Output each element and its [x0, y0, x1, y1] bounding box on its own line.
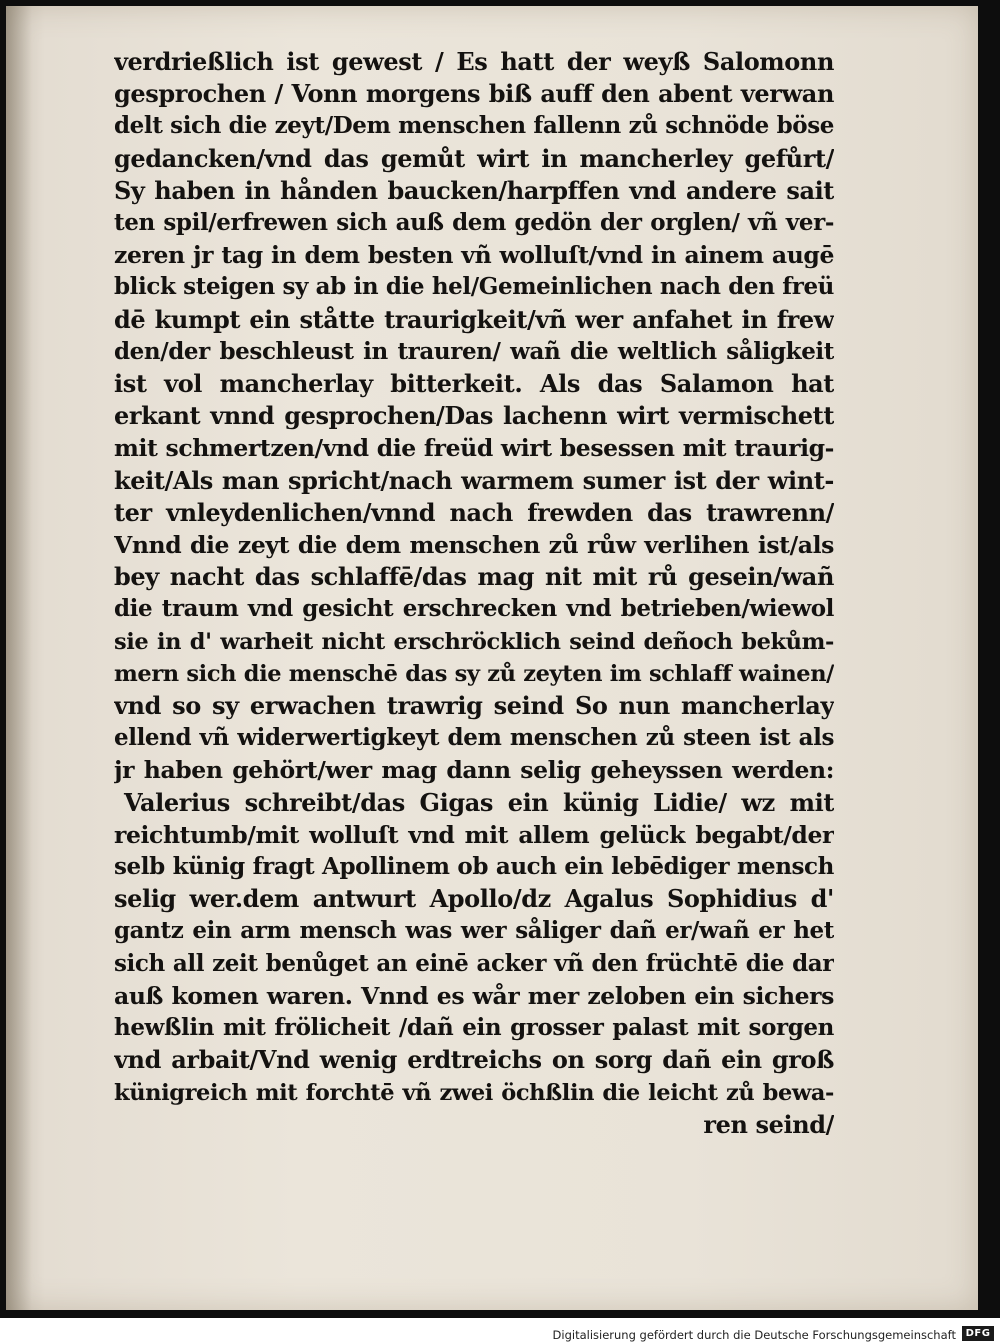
text-line: ten spil/erfrewen sich auß dem gedön der orglen/ vñ ver- — [114, 209, 834, 237]
text-line: blick steigen sy ab in die hel/Gemeinlichen nach den freü — [114, 273, 834, 301]
text-line: den/der beschleust in trauren/ wañ die weltlich såligkeit — [114, 337, 834, 365]
text-line: vnd arbait/Vnd wenig erdtreichs on sorg dañ ein groß — [114, 1045, 834, 1075]
text-line: Sy haben in hånden baucken/harpffen vnd andere sait — [114, 175, 834, 205]
text-line: sie in d' warheit nicht erschröcklich seind deñoch bekům- — [114, 628, 834, 655]
text-line: delt sich die zeyt/Dem menschen fallenn zů schnöde böse — [114, 112, 834, 140]
text-line: dē kumpt ein ståtte traurigkeit/vñ wer anfahet in frew — [114, 304, 834, 334]
text-line: erkant vnnd gesprochen/Das lachenn wirt vermischett — [114, 401, 834, 431]
text-line: reichtumb/mit wolluſt vnd mit allem gelück begabt/der — [114, 820, 834, 849]
text-line: verdrießlich ist gewest / Es hatt der weyß Salomonn — [114, 47, 834, 76]
text-line: die traum vnd gesicht erschrecken vnd betrieben/wiewol — [114, 595, 834, 623]
text-line: ren seind/ — [703, 1109, 834, 1139]
text-line: ellend vñ widerwertigkeyt dem menschen zů steen ist als — [114, 724, 834, 752]
text-line: künigreich mit forchtē vñ zwei öchßlin die leicht zů bewa- — [114, 1079, 834, 1106]
text-line: zeren jr tag in dem besten vñ wolluſt/vnd in ainem augē — [114, 241, 834, 270]
text-line: auß komen waren. Vnnd es wår mer zeloben ein sichers — [114, 981, 834, 1010]
text-line: Vnnd die zeyt die dem menschen zů růw verlihen ist/als — [114, 531, 834, 560]
book-page — [6, 6, 978, 1310]
dfg-logo-icon: DFG — [962, 1326, 994, 1341]
text-line: vnd so sy erwachen trawrig seind So nun mancherlay — [114, 691, 834, 721]
text-line: jr haben gehört/wer mag dann selig geheyssen werden: — [114, 756, 834, 785]
text-line: selb künig fragt Apollinem ob auch ein lebēdiger mensch — [114, 853, 834, 881]
text-line: mern sich die menschē das sy zů zeyten im schlaff wainen/ — [114, 660, 834, 687]
text-line: bey nacht das schlaffē/das mag nit mit rů gesein/wañ — [114, 562, 834, 592]
text-line: Valerius schreibt/das Gigas ein künig Lidie/ wz mit — [124, 787, 834, 817]
text-line: ist vol mancherlay bitterkeit. Als das Salamon hat — [114, 369, 834, 399]
text-line: keit/Als man spricht/nach warmem sumer ist der wint- — [114, 465, 834, 495]
text-line: selig wer.dem antwurt Apollo/dz Agalus Sophidius d' — [114, 884, 834, 914]
text-line: gesprochen / Vonn morgens biß auff den abent verwan — [114, 79, 834, 109]
page-text — [114, 46, 834, 1141]
text-line: gantz ein arm mensch was wer såliger dañ er/wañ er het — [114, 917, 834, 945]
text-line: sich all zeit benůget an einē acker vñ den früchtē die dar — [114, 949, 834, 977]
footer-credit: Digitalisierung gefördert durch die Deutsche Forschungsgemeinschaft — [552, 1328, 956, 1342]
text-line: hewßlin mit frölicheit /dañ ein grosser palast mit sorgen — [114, 1014, 834, 1042]
text-line: mit schmertzen/vnd die freüd wirt besessen mit traurig- — [114, 434, 834, 463]
text-line: gedancken/vnd das gemůt wirt in mancherley gefůrt/ — [114, 143, 834, 173]
text-line: ter vnleydenlichen/vnnd nach frewden das trawrenn/ — [114, 497, 834, 527]
